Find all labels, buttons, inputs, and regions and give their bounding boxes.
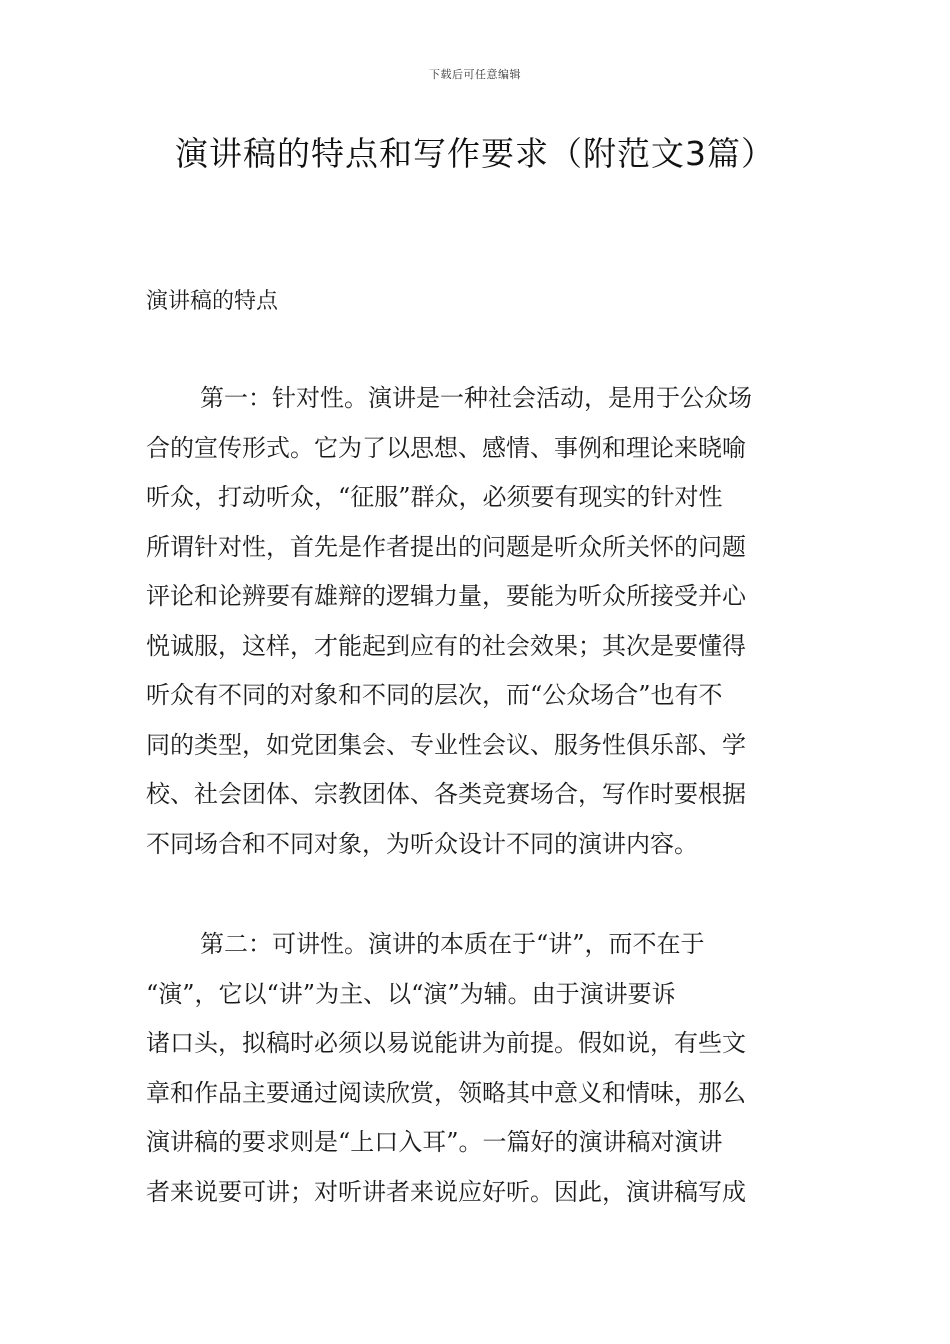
paragraph-line: 悦诚服，这样，才能起到应有的社会效果；其次是要懂得 <box>146 631 746 660</box>
paragraph-line: “演”，它以“讲”为主、以“演”为辅。由于演讲要诉 <box>146 979 676 1008</box>
paragraph-line: 合的宣传形式。它为了以思想、感情、事例和理论来晓喻 <box>146 433 746 462</box>
paragraph-targeting <box>146 374 808 869</box>
paragraph-line: 听众，打动听众，“征服”群众，必须要有现实的针对性 <box>146 483 723 511</box>
paragraph-line: 第二：可讲性。演讲的本质在于“讲”，而不在于 <box>200 930 705 958</box>
paragraph-line: 章和作品主要通过阅读欣赏，领略其中意义和情味，那么 <box>146 1078 746 1107</box>
paragraph-line: 校、社会团体、宗教团体、各类竞赛场合，写作时要根据 <box>146 780 746 808</box>
paragraph-speakability <box>146 920 808 1217</box>
paragraph-line: 所谓针对性，首先是作者提出的问题是听众所关怀的问题 <box>146 532 746 561</box>
paragraph-line: 诸口头，拟稿时必须以易说能讲为前提。假如说，有些文 <box>146 1029 746 1057</box>
paragraph-line: 同的类型，如党团集会、专业性会议、服务性俱乐部、学 <box>146 730 746 759</box>
document-title: 演讲稿的特点和写作要求（附范文3篇） <box>175 134 775 173</box>
paragraph-line: 听众有不同的对象和不同的层次，而“公众场合”也有不 <box>146 681 723 709</box>
header-note: 下载后可任意编辑 <box>429 68 521 81</box>
section-heading: 演讲稿的特点 <box>146 289 279 314</box>
paragraph-line: 评论和论辨要有雄辩的逻辑力量，要能为听众所接受并心 <box>146 582 746 610</box>
paragraph-line: 者来说要可讲；对听讲者来说应好听。因此，演讲稿写成 <box>146 1177 746 1206</box>
paragraph-line: 第一：针对性。演讲是一种社会活动，是用于公众场 <box>200 384 752 412</box>
paragraph-line: 不同场合和不同对象，为听众设计不同的演讲内容。 <box>146 829 698 858</box>
paragraph-line: 演讲稿的要求则是“上口入耳”。一篇好的演讲稿对演讲 <box>146 1128 723 1156</box>
